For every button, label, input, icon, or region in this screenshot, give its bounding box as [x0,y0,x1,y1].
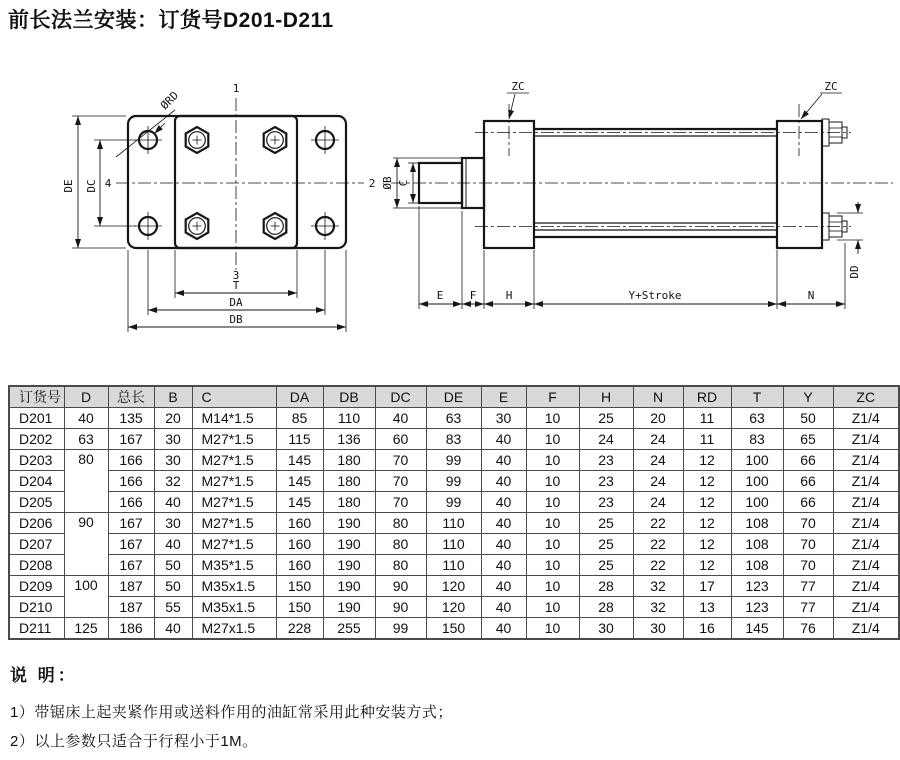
table-cell: 160 [276,555,323,576]
table-cell: 150 [426,618,481,640]
front-flange [484,121,534,248]
order-no-cell: D203 [9,450,64,471]
table-cell: 30 [154,429,192,450]
order-no-cell: D205 [9,492,64,513]
table-cell: 90 [375,576,426,597]
table-cell: 40 [481,597,526,618]
column-header: N [633,386,683,408]
table-cell: 25 [579,513,633,534]
n-dim-label: N [807,289,815,302]
table-cell: 63 [426,408,481,429]
table-cell: M27*1.5 [192,513,276,534]
table-cell: 99 [426,450,481,471]
table-cell: Z1/4 [833,555,899,576]
column-header: T [731,386,783,408]
mounting-hole [311,126,339,154]
table-cell: Z1/4 [833,534,899,555]
table-cell: 50 [154,555,192,576]
table-cell: 24 [633,450,683,471]
table-cell: 20 [154,408,192,429]
column-header: D [64,386,108,408]
table-cell: 166 [108,471,154,492]
table-cell: 120 [426,576,481,597]
table-cell: 40 [375,408,426,429]
tie-rod-bolt [186,127,209,153]
column-header: 总长 [108,386,154,408]
dimension-table [8,385,900,640]
table-cell: M27*1.5 [192,492,276,513]
table-cell: 32 [633,576,683,597]
table-cell: 190 [323,576,375,597]
table-cell: 28 [579,597,633,618]
table-cell: 55 [154,597,192,618]
order-no-cell: D204 [9,471,64,492]
table-cell: 70 [375,492,426,513]
table-cell: 23 [579,450,633,471]
table-cell: 10 [526,492,579,513]
table-row [9,597,899,618]
table-cell: 99 [375,618,426,640]
table-cell: 66 [783,492,833,513]
table-row [9,471,899,492]
table-cell: 135 [108,408,154,429]
table-cell: 190 [323,597,375,618]
table-cell: 180 [323,450,375,471]
table-cell: 11 [683,408,731,429]
table-cell: 167 [108,555,154,576]
table-cell: 30 [633,618,683,640]
table-cell: 100 [731,450,783,471]
table-cell: 10 [526,534,579,555]
table-cell: 20 [633,408,683,429]
table-cell: 40 [481,513,526,534]
table-cell: 60 [375,429,426,450]
table-cell: 76 [783,618,833,640]
table-cell: 167 [108,429,154,450]
db-dim-label: DB [229,313,243,326]
table-cell: 17 [683,576,731,597]
table-cell: 10 [526,471,579,492]
centerline-number-1: 1 [232,82,240,95]
zc-port-label: ZC [824,80,838,93]
table-cell: 40 [154,492,192,513]
cylinder-side-view-drawing [381,76,900,326]
dc-dim-label: DC [85,179,98,193]
table-cell: 12 [683,471,731,492]
order-no-cell: D206 [9,513,64,534]
table-cell: 145 [731,618,783,640]
table-cell: 108 [731,534,783,555]
table-cell: 50 [154,576,192,597]
table-cell: 80 [375,513,426,534]
table-cell: Z1/4 [833,471,899,492]
table-cell: 190 [323,534,375,555]
centerline-number-2: 2 [368,177,376,190]
table-cell: 22 [633,534,683,555]
table-cell: 10 [526,513,579,534]
table-cell: 167 [108,513,154,534]
table-row [9,534,899,555]
table-cell: 24 [633,429,683,450]
table-cell: 90 [64,513,108,576]
table-cell: 77 [783,576,833,597]
table-row [9,408,899,429]
order-no-cell: D201 [9,408,64,429]
table-cell: Z1/4 [833,408,899,429]
table-cell: 190 [323,513,375,534]
table-cell: 167 [108,534,154,555]
table-cell: 110 [426,555,481,576]
table-cell: 13 [683,597,731,618]
table-cell: 24 [633,471,683,492]
table-cell: Z1/4 [833,618,899,640]
table-cell: 32 [154,471,192,492]
table-cell: 80 [375,555,426,576]
page-title: 前长法兰安装：订货号D201-D211 [8,9,334,32]
table-cell: 40 [481,576,526,597]
table-cell: 50 [783,408,833,429]
table-cell: Z1/4 [833,576,899,597]
table-cell: 70 [375,450,426,471]
table-row [9,429,899,450]
column-header: RD [683,386,731,408]
table-cell: 10 [526,555,579,576]
table-cell: 12 [683,513,731,534]
table-cell: 12 [683,534,731,555]
table-row [9,618,899,640]
t-dim-label: T [232,279,240,292]
table-cell: 160 [276,534,323,555]
table-cell: 123 [731,597,783,618]
table-cell: 145 [276,450,323,471]
table-cell: 187 [108,576,154,597]
table-cell: 66 [783,450,833,471]
table-cell: 186 [108,618,154,640]
y-stroke-dim-label: Y+Stroke [628,289,682,302]
table-cell: 110 [323,408,375,429]
table-cell: Z1/4 [833,597,899,618]
mounting-hole [311,212,339,240]
column-header: DC [375,386,426,408]
table-cell: 11 [683,429,731,450]
table-cell: M27*1.5 [192,429,276,450]
zc-port-label: ZC [511,80,525,93]
de-dim-label: DE [62,179,75,193]
table-cell: 22 [633,555,683,576]
notes-title: 说 明： [10,666,78,685]
order-no-cell: D207 [9,534,64,555]
table-cell: 28 [579,576,633,597]
table-cell: 160 [276,513,323,534]
table-cell: 70 [783,513,833,534]
table-cell: 166 [108,450,154,471]
table-cell: 125 [64,618,108,640]
table-cell: 30 [481,408,526,429]
column-header: DE [426,386,481,408]
table-cell: 63 [731,408,783,429]
table-cell: 30 [154,450,192,471]
table-cell: 136 [323,429,375,450]
zc-leader-arrow [801,94,822,119]
column-header: DA [276,386,323,408]
table-row [9,492,899,513]
table-cell: 23 [579,492,633,513]
order-no-cell: D210 [9,597,64,618]
flange-front-view-drawing [52,76,382,348]
table-cell: 25 [579,408,633,429]
table-cell: 40 [154,534,192,555]
table-cell: 100 [731,471,783,492]
order-no-cell: D202 [9,429,64,450]
table-cell: 123 [731,576,783,597]
table-cell: 180 [323,492,375,513]
table-cell: 40 [481,534,526,555]
table-cell: Z1/4 [833,450,899,471]
order-no-cell: D209 [9,576,64,597]
table-row [9,513,899,534]
column-header: E [481,386,526,408]
table-cell: 25 [579,555,633,576]
table-cell: 166 [108,492,154,513]
table-cell: 63 [64,429,108,450]
flange-plate-outline [128,116,346,248]
table-cell: 145 [276,471,323,492]
tie-rod-bolt [264,213,287,239]
table-cell: 99 [426,471,481,492]
table-cell: 99 [426,492,481,513]
table-cell: 30 [154,513,192,534]
table-cell: Z1/4 [833,429,899,450]
table-cell: 115 [276,429,323,450]
order-no-cell: D208 [9,555,64,576]
table-cell: 83 [426,429,481,450]
table-cell: M27*1.5 [192,471,276,492]
table-cell: 150 [276,597,323,618]
table-cell: 255 [323,618,375,640]
table-cell: 40 [481,429,526,450]
table-cell: M27*1.5 [192,534,276,555]
table-cell: 10 [526,408,579,429]
table-cell: 24 [633,492,683,513]
table-cell: 10 [526,429,579,450]
table-cell: Z1/4 [833,513,899,534]
order-no-cell: D211 [9,618,64,640]
table-row [9,555,899,576]
table-cell: 100 [731,492,783,513]
table-cell: 10 [526,576,579,597]
dd-dim-label: DD [848,265,861,279]
rd-leader-arrow [154,123,165,134]
table-cell: 110 [426,534,481,555]
zc-leader-arrow [509,94,515,119]
table-cell: 30 [579,618,633,640]
table-cell: 110 [426,513,481,534]
table-cell: M27x1.5 [192,618,276,640]
table-cell: 24 [579,429,633,450]
table-cell: 22 [633,513,683,534]
table-cell: 40 [481,555,526,576]
rod-diameter-label: ØB [381,176,394,190]
table-cell: 85 [276,408,323,429]
tie-rod-bolt [264,127,287,153]
table-cell: 65 [783,429,833,450]
table-cell: 150 [276,576,323,597]
table-header-row [9,386,899,408]
column-header: Y [783,386,833,408]
table-cell: 40 [481,471,526,492]
table-cell: 83 [731,429,783,450]
table-cell: M27*1.5 [192,450,276,471]
note-line-2: 2）以上参数只适合于行程小于1M。 [10,733,258,750]
table-cell: 70 [783,534,833,555]
column-header: DB [323,386,375,408]
table-cell: Z1/4 [833,492,899,513]
table-cell: 40 [481,618,526,640]
centerline-number-4: 4 [104,177,112,190]
table-cell: 187 [108,597,154,618]
table-row [9,450,899,471]
table-cell: M14*1.5 [192,408,276,429]
table-cell: 32 [633,597,683,618]
table-cell: 77 [783,597,833,618]
f-dim-label: F [469,289,477,302]
table-cell: 23 [579,471,633,492]
table-cell: 190 [323,555,375,576]
table-cell: 180 [323,471,375,492]
table-row [9,576,899,597]
column-header: 订货号 [9,386,64,408]
e-dim-label: E [436,289,444,302]
column-header: C [192,386,276,408]
column-header: H [579,386,633,408]
table-cell: 16 [683,618,731,640]
rear-flange [777,121,822,248]
table-cell: 12 [683,555,731,576]
table-cell: 40 [481,450,526,471]
table-cell: 66 [783,471,833,492]
centerline-number-3: 3 [232,269,240,282]
table-cell: 40 [154,618,192,640]
table-cell: M35*1.5 [192,555,276,576]
hole-diameter-label: ØRD [157,88,182,113]
table-cell: 12 [683,450,731,471]
column-header: ZC [833,386,899,408]
table-cell: 90 [375,597,426,618]
tie-rod-bolt [186,213,209,239]
table-cell: 108 [731,555,783,576]
table-cell: 80 [375,534,426,555]
table-cell: 10 [526,597,579,618]
table-cell: 40 [64,408,108,429]
table-cell: 12 [683,492,731,513]
table-cell: 108 [731,513,783,534]
da-dim-label: DA [229,296,243,309]
table-cell: 10 [526,450,579,471]
table-cell: 228 [276,618,323,640]
column-header: F [526,386,579,408]
table-cell: 145 [276,492,323,513]
table-cell: 40 [481,492,526,513]
column-header: B [154,386,192,408]
thread-label: C [397,179,410,187]
table-cell: 25 [579,534,633,555]
mounting-hole [134,212,162,240]
table-cell: M35x1.5 [192,597,276,618]
h-dim-label: H [505,289,513,302]
table-cell: M35x1.5 [192,576,276,597]
table-cell: 70 [375,471,426,492]
note-line-1: 1）带锯床上起夹紧作用或送料作用的油缸常采用此种安装方式； [10,704,453,721]
table-cell: 80 [64,450,108,513]
table-cell: 70 [783,555,833,576]
notes-section [10,661,453,759]
table-cell: 100 [64,576,108,618]
table-cell: 120 [426,597,481,618]
table-cell: 10 [526,618,579,640]
